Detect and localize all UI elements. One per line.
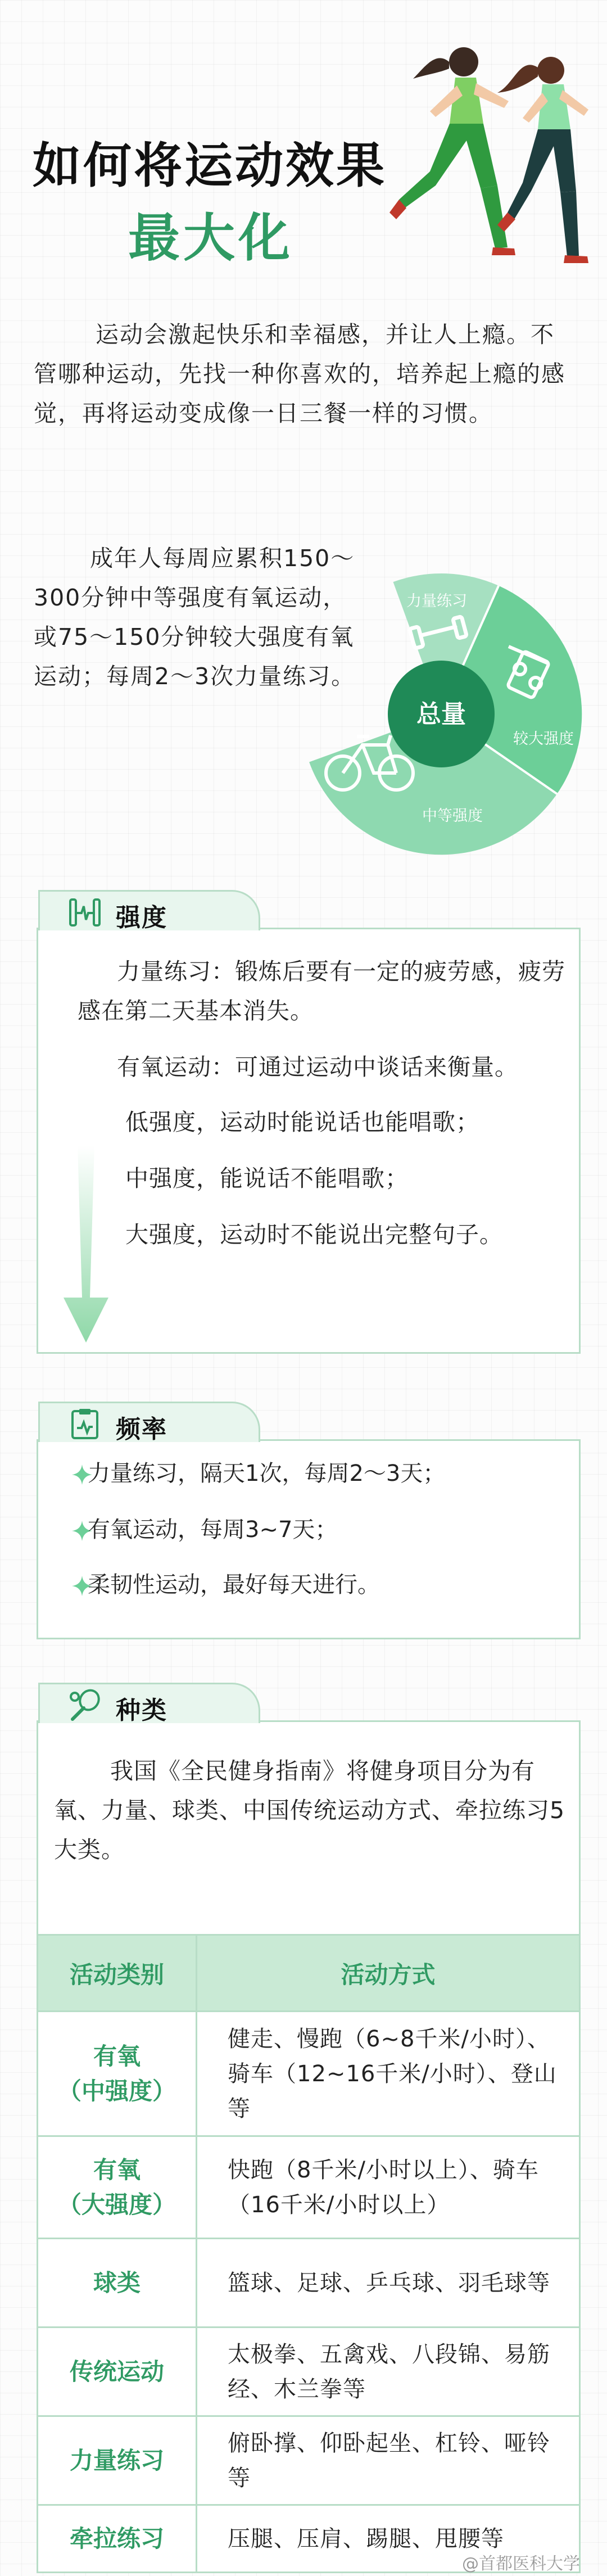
table-cell-category: 球类 xyxy=(38,2239,197,2328)
table-row xyxy=(38,2136,580,2239)
table-cell-method: 俯卧撑、仰卧起坐、杠铃、哑铃等 xyxy=(197,2416,580,2505)
frequency-card xyxy=(37,1415,581,1639)
page-title-line2: 最大化 xyxy=(128,208,294,268)
table-cell-category: 有氧 （大强度） xyxy=(38,2136,197,2239)
fitness-machine-icon xyxy=(67,896,103,929)
frequency-item-aerobic: 有氧运动，每周3~7天； xyxy=(88,1517,338,1543)
table-row xyxy=(38,2012,580,2136)
exercise-volume-pie xyxy=(284,557,599,871)
frequency-title: 频率 xyxy=(116,1415,167,1444)
frequency-tab xyxy=(38,1402,260,1442)
table-row xyxy=(38,2239,580,2328)
intensity-tab xyxy=(38,890,260,930)
table-header-row xyxy=(38,1935,580,2012)
table-cell-category: 牵拉练习 xyxy=(38,2505,197,2573)
pie-label-strength: 力量练习 xyxy=(406,593,467,610)
intensity-arrow-icon xyxy=(61,1146,111,1348)
strength-text: 力量练习：锻炼后要有一定的疲劳感，疲劳感在第二天基本消失。 xyxy=(78,958,565,1024)
tennis-racket-icon xyxy=(67,1689,103,1721)
table-row xyxy=(38,2328,580,2416)
table-cell-method: 快跑（8千米/小时以上）、骑车（16千米/小时以上） xyxy=(197,2136,580,2239)
table-cell-category: 传统运动 xyxy=(38,2328,197,2416)
types-tab xyxy=(38,1683,260,1723)
table-cell-method: 健走、慢跑（6~8千米/小时）、骑车（12~16千米/小时）、登山等 xyxy=(197,2012,580,2136)
intensity-level-moderate: 中强度，能说话不能唱歌； xyxy=(125,1165,409,1192)
intro-paragraph: 运动会激起快乐和幸福感，并让人上瘾。不管哪种运动，先找一种你喜欢的，培养起上瘾的感觉，再将运动变成像一日三餐一样的习惯。 xyxy=(34,321,565,427)
intensity-card xyxy=(37,903,581,1354)
pie-center-label: 总量 xyxy=(416,700,466,729)
watermark: @首都医科大学 xyxy=(462,2554,580,2574)
types-card xyxy=(37,1696,581,1936)
types-title: 种类 xyxy=(116,1696,167,1725)
table-row xyxy=(38,2416,580,2505)
frequency-item-flexibility: 柔韧性运动，最好每天进行。 xyxy=(88,1572,380,1598)
pie-label-moderate: 中等强度 xyxy=(422,807,483,825)
table-cell-method: 太极拳、五禽戏、八段锦、易筋经、木兰拳等 xyxy=(197,2328,580,2416)
table-header-method: 活动方式 xyxy=(197,1935,580,2012)
intensity-title: 强度 xyxy=(116,903,167,932)
pie-label-vigorous: 较大强度 xyxy=(513,730,574,748)
clipboard-icon xyxy=(67,1408,103,1440)
aerobic-text: 有氧运动：可通过运动中谈话来衡量。 xyxy=(117,1054,518,1081)
volume-paragraph: 成年人每周应累积150～300分钟中等强度有氧运动，或75～150分钟较大强度有氧运动；每周2～3次力量练习。 xyxy=(34,545,356,690)
table-cell-category: 有氧 （中强度） xyxy=(38,2012,197,2136)
intensity-level-high: 大强度，运动时不能说出完整句子。 xyxy=(125,1221,503,1248)
frequency-item-strength: 力量练习，隔天1次，每周2～3天； xyxy=(88,1461,446,1486)
table-cell-category: 力量练习 xyxy=(38,2416,197,2505)
activity-table xyxy=(37,1934,581,2573)
table-cell-method: 压腿、压肩、踢腿、甩腰等 xyxy=(197,2505,580,2573)
intensity-level-low: 低强度，运动时能说话也能唱歌； xyxy=(125,1109,479,1136)
page-title-line1: 如何将运动效果 xyxy=(33,138,387,194)
table-cell-method: 篮球、足球、乒乓球、羽毛球等 xyxy=(197,2239,580,2328)
types-intro: 我国《全民健身指南》将健身项目分为有氧、力量、球类、中国传统运动方式、牵拉练习5大类。 xyxy=(54,1757,565,1863)
table-header-category: 活动类别 xyxy=(38,1935,197,2012)
